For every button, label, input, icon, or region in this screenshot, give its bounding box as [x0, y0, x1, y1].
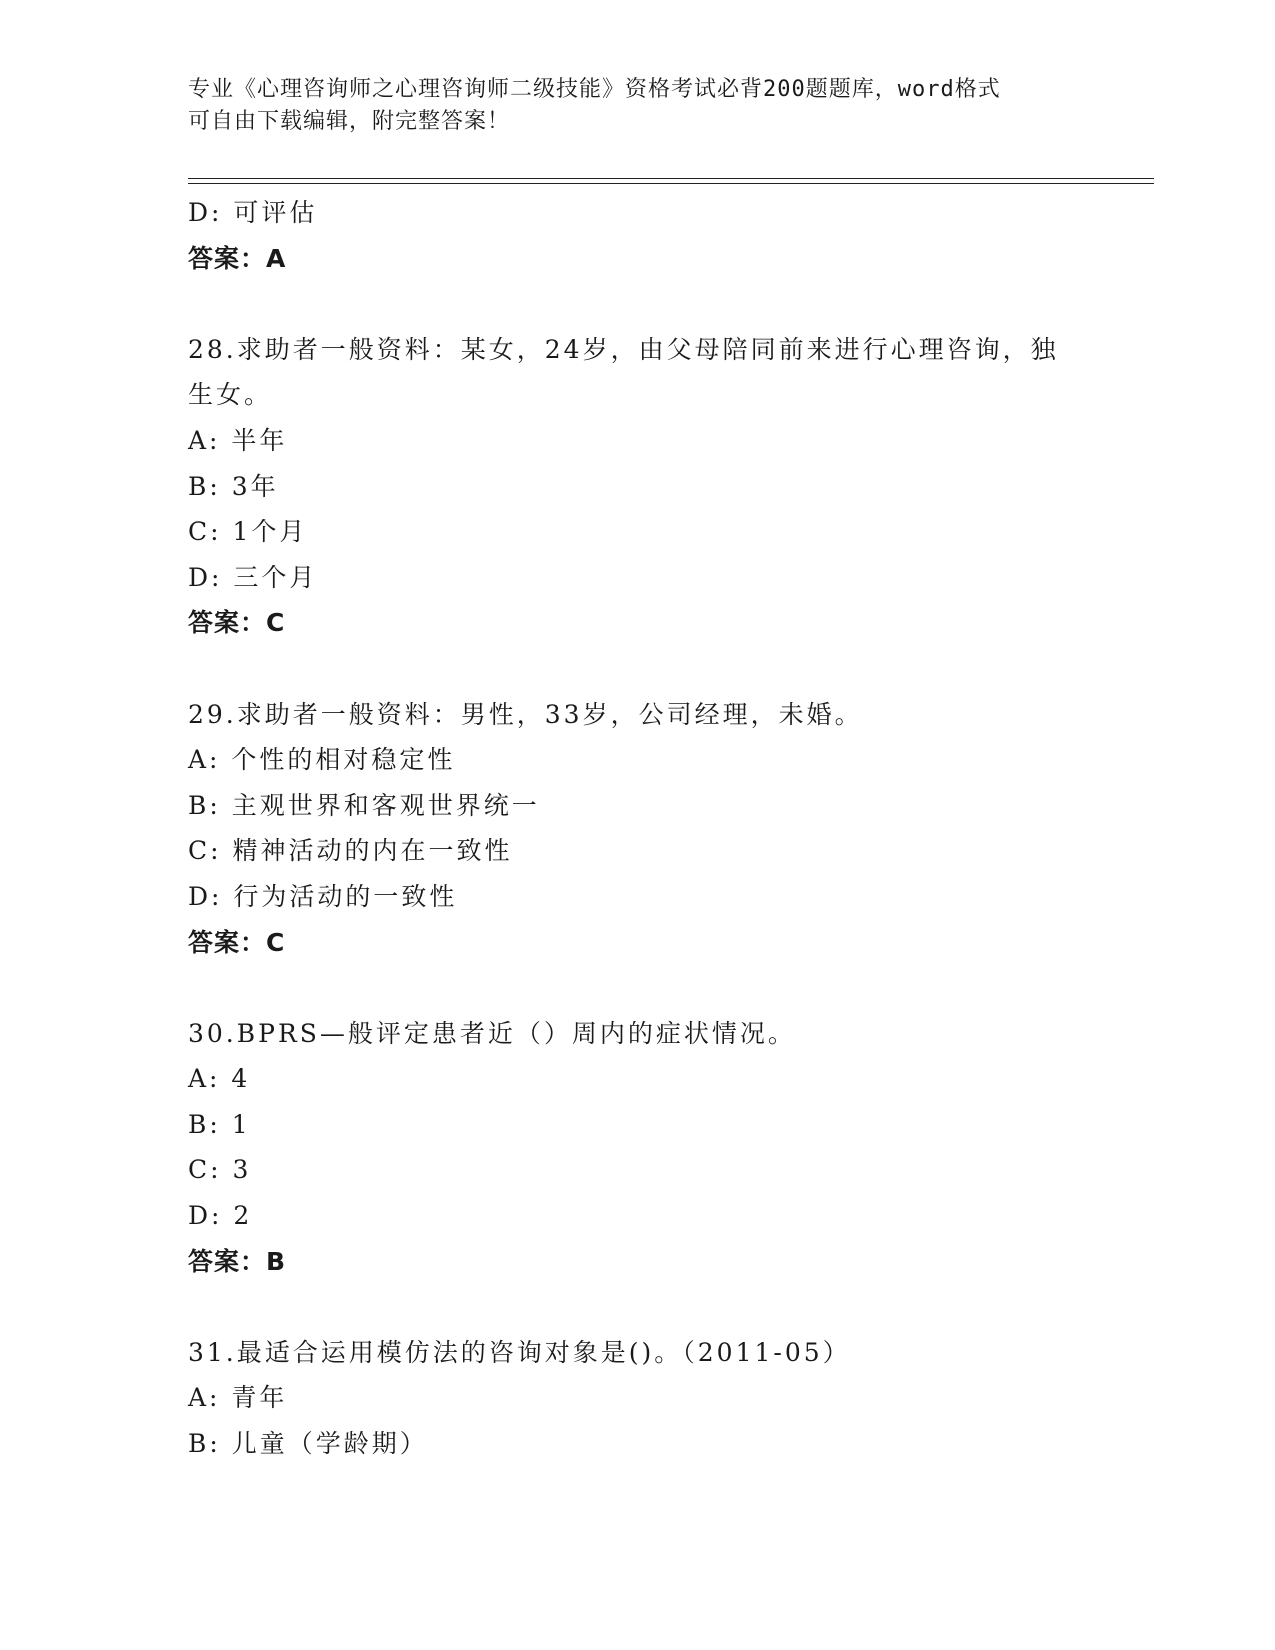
- prev-answer: 答案：A: [188, 243, 287, 273]
- question-29: [188, 692, 1148, 966]
- question-28: [188, 327, 1148, 646]
- question-31-stem: 31.最适合运用模仿法的咨询对象是()。（2011-05）: [188, 1337, 851, 1367]
- question-29-option-c: C: 精神活动的内在一致性: [188, 836, 513, 866]
- question-30-option-b: B: 1: [188, 1109, 251, 1139]
- question-29-option-a: A: 个性的相对稳定性: [188, 745, 456, 775]
- prev-option-d: D: 可评估: [188, 198, 318, 227]
- question-29-option-d: D: 行为活动的一致性: [188, 881, 458, 911]
- question-29-stem: 29.求助者一般资料：男性，33岁，公司经理，未婚。: [188, 699, 863, 729]
- question-31: [188, 1330, 1148, 1467]
- document-header: [188, 74, 1088, 138]
- question-30: [188, 1011, 1148, 1285]
- question-31-option-b: B: 儿童（学龄期）: [188, 1429, 428, 1459]
- question-28-option-a: A: 半年: [188, 425, 288, 455]
- question-28-option-d: D: 三个月: [188, 562, 318, 592]
- header-divider-top: [188, 178, 1154, 179]
- question-list: [188, 190, 1148, 1467]
- question-28-stem-line-2: 生女。: [188, 380, 273, 410]
- spacer: [188, 646, 1148, 692]
- header-divider-bottom: [188, 183, 1154, 184]
- spacer: [188, 281, 1148, 327]
- spacer: [188, 1284, 1148, 1330]
- question-29-option-b: B: 主观世界和客观世界统一: [188, 790, 540, 820]
- question-28-stem-line-1: 28.求助者一般资料：某女，24岁，由父母陪同前来进行心理咨询，独: [188, 334, 1059, 364]
- question-30-option-d: D: 2: [188, 1201, 253, 1231]
- question-28-option-c: C: 1个月: [188, 517, 308, 547]
- header-line-2: 可自由下载编辑，附完整答案！: [188, 109, 511, 134]
- question-31-option-a: A: 青年: [188, 1383, 288, 1413]
- question-29-answer: 答案：C: [188, 927, 286, 957]
- question-30-answer: 答案：B: [188, 1246, 287, 1276]
- question-30-option-a: A: 4: [188, 1064, 251, 1094]
- spacer: [188, 965, 1148, 1011]
- header-line-1: 专业《心理咨询师之心理咨询师二级技能》资格考试必背200题题库，word格式: [188, 77, 1001, 102]
- question-28-option-b: B: 3年: [188, 471, 279, 501]
- question-30-stem: 30.BPRS—般评定患者近（）周内的症状情况。: [188, 1018, 796, 1048]
- question-28-answer: 答案：C: [188, 608, 286, 638]
- question-30-option-c: C: 3: [188, 1155, 252, 1185]
